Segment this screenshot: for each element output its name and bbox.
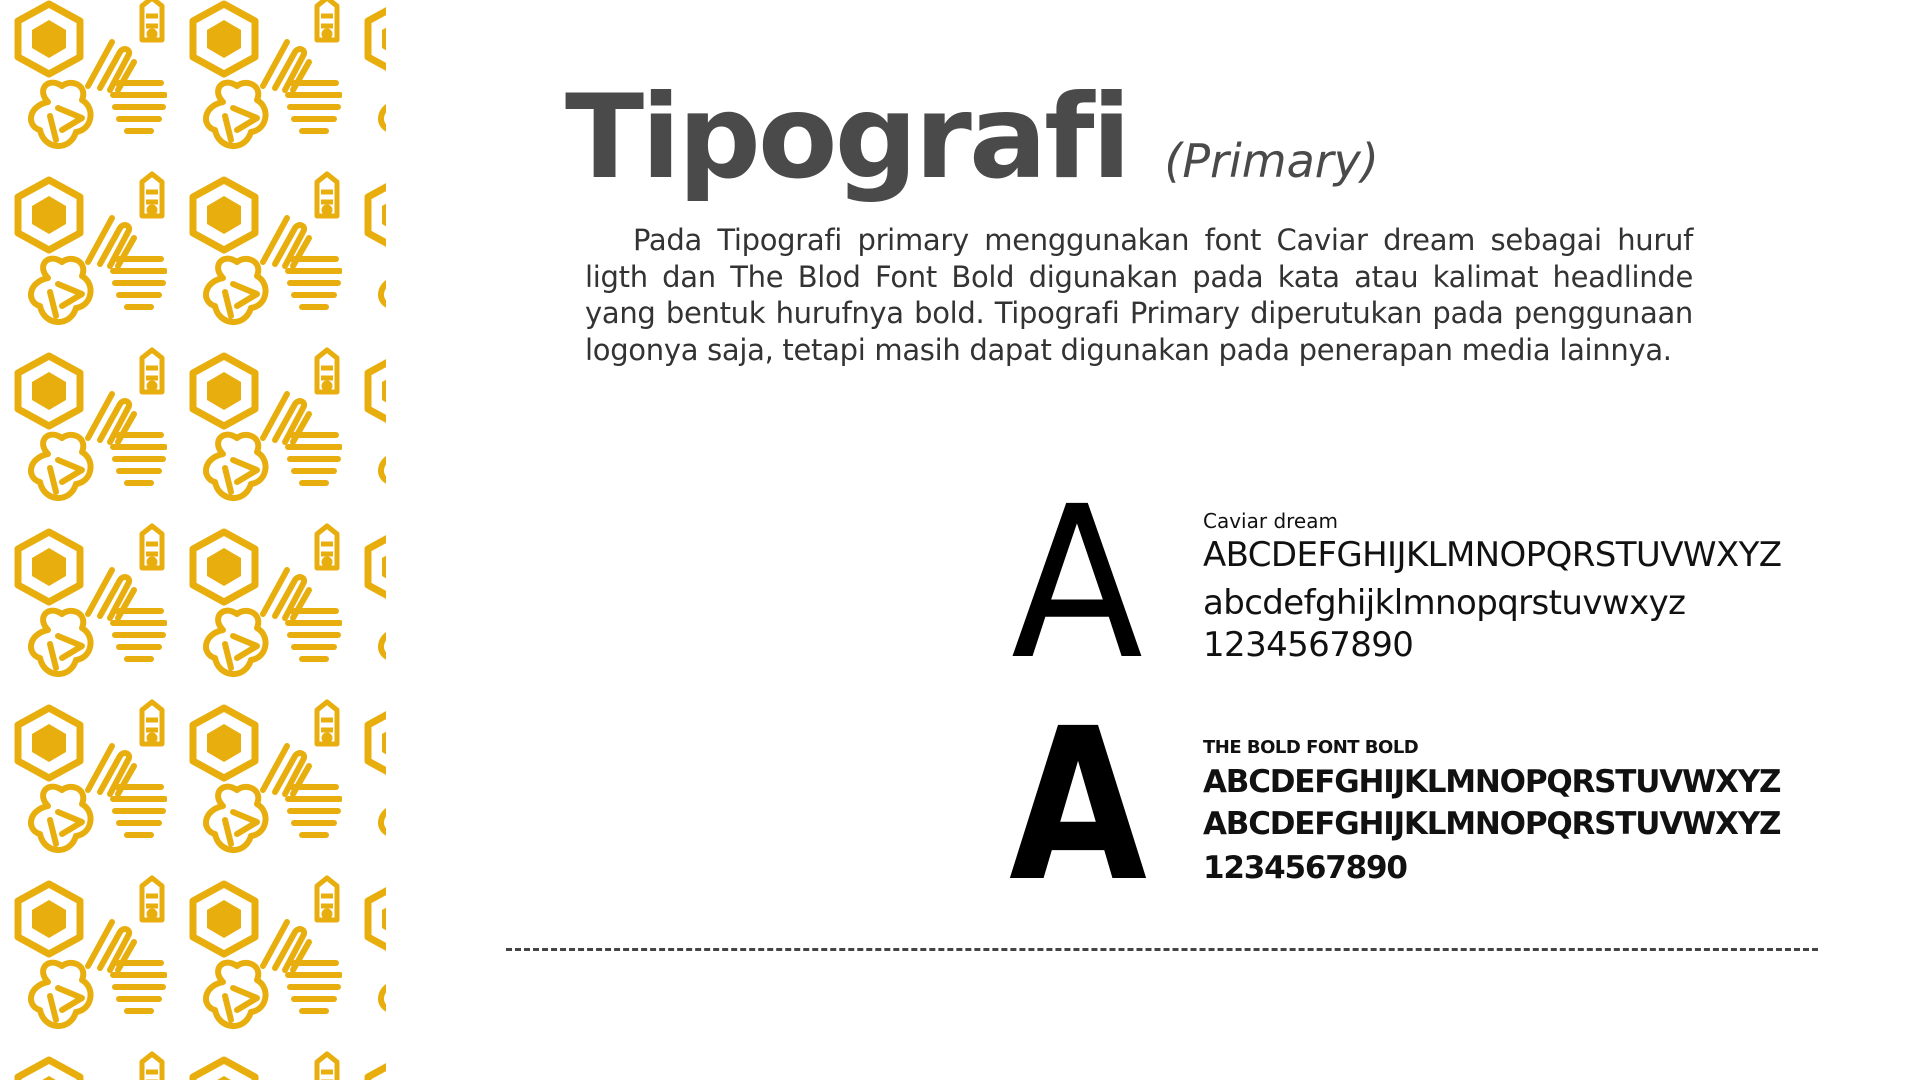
bold-font-glyph: [1008, 683, 1148, 928]
light-font-lowercase: abcdefghijklmnopqrstuvwxyz: [1203, 583, 1686, 623]
light-font-uppercase: ABCDEFGHIJKLMNOPQRSTUVWXYZ: [1203, 535, 1782, 575]
bold-font-digits: 1234567890: [1203, 850, 1407, 886]
page-subtitle: (Primary): [1164, 134, 1379, 188]
dashed-divider: [506, 948, 1818, 951]
bold-font-line-1: ABCDEFGHIJKLMNOPQRSTUVWXYZ: [1203, 764, 1781, 800]
light-font-digits: 1234567890: [1203, 625, 1414, 665]
light-font-glyph: [1010, 461, 1145, 706]
light-font-glyph-letter: A: [1011, 461, 1143, 706]
bold-font-name: THE BOLD FONT BOLD: [1203, 737, 1419, 758]
light-font-name: Caviar dream: [1203, 509, 1338, 533]
honey-pattern-panel: [0, 0, 386, 1080]
description-paragraph: Pada Tipografi primary menggunakan font Caviar dream sebagai huruf ligth dan The Blod Font Bold digunakan pada kata atau kalimat headlinde yang bentuk hurufnya bold. Tipografi Primary diperutukan pada penggunaan logonya saja, tetapi masih dapat digunakan pada penerapan media lainnya.: [585, 223, 1693, 367]
bold-font-glyph-letter: A: [1009, 683, 1147, 928]
title-group: [565, 70, 1379, 205]
bold-font-line-2: ABCDEFGHIJKLMNOPQRSTUVWXYZ: [1203, 806, 1781, 842]
page-title: Tipografi: [565, 70, 1129, 205]
